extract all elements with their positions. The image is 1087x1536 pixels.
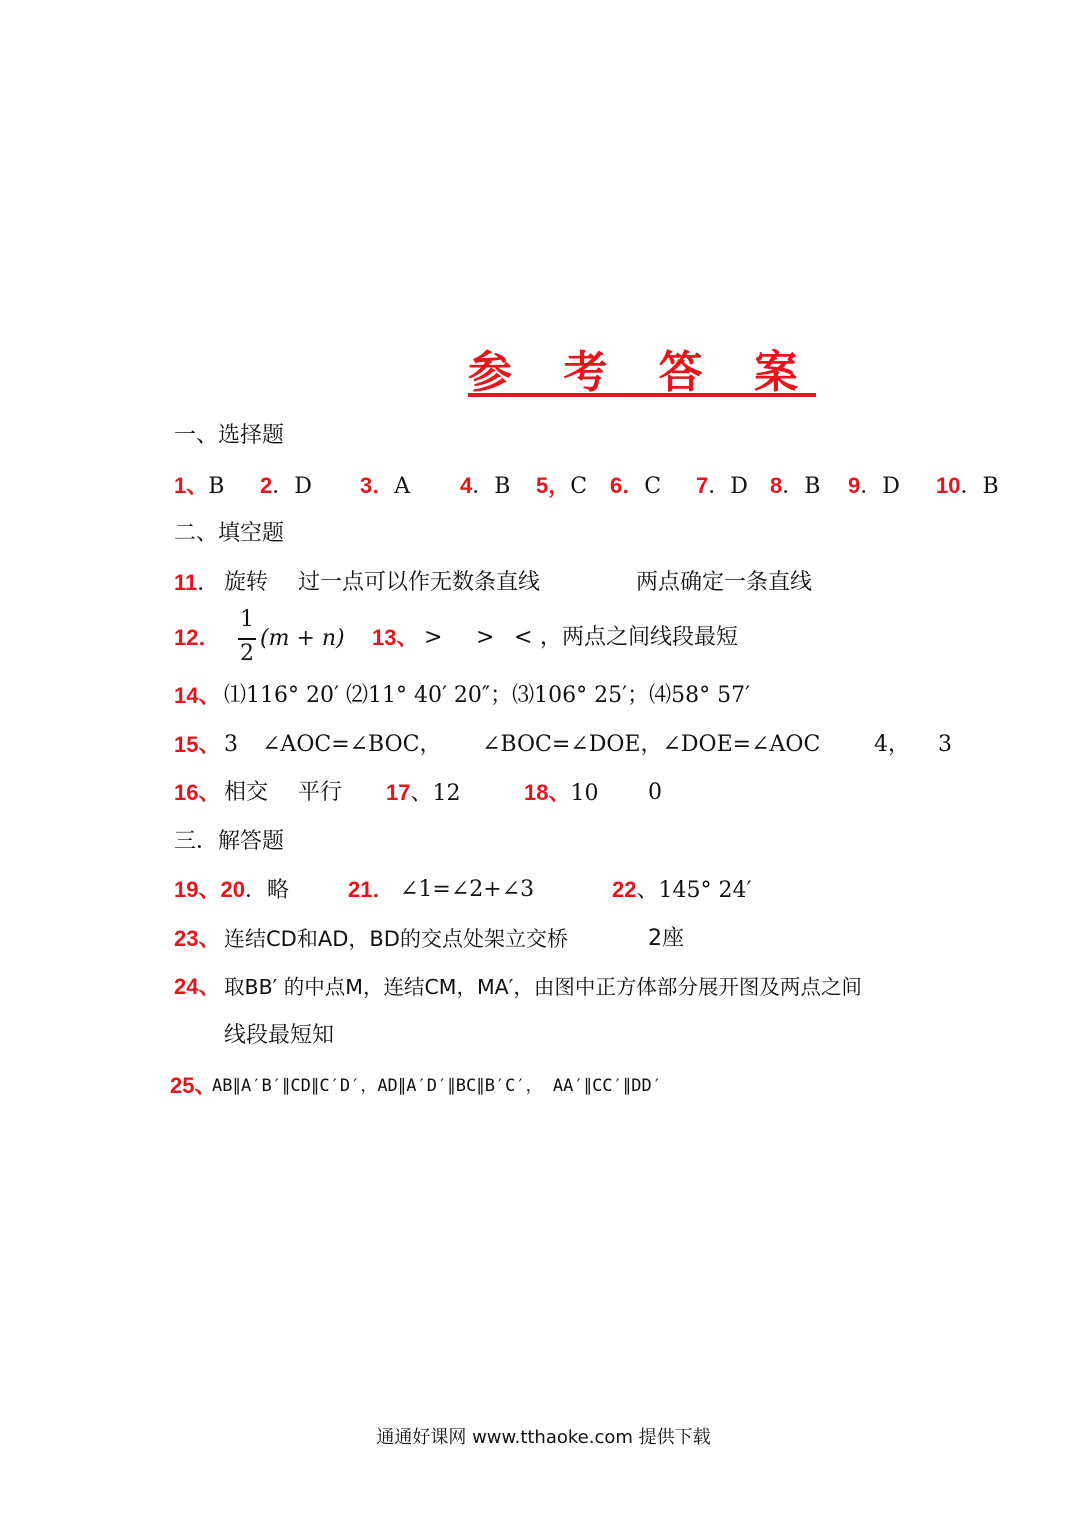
answer-12-13: 12． $\frac{1}{2}$ (m + n) 13、 > > < ，两点之间线段最短 — [174, 622, 814, 654]
choice-item: 6．C — [610, 473, 662, 499]
answer-24: 24、 取BB′ 的中点M，连结CM，MA′，由图中正方体部分展开图及两点之间 — [174, 974, 862, 999]
choice-item: 7．D — [696, 473, 748, 499]
answer-16-18: 16、 相交 平行 17、12 18、10 0 — [174, 780, 662, 806]
choice-item: 4．B — [460, 473, 511, 499]
choice-item: 10．B — [936, 473, 999, 499]
choice-item: 5，C — [536, 473, 588, 499]
choice-item: 8．B — [770, 473, 821, 499]
page-footer: 通通好课网 www.tthaoke.com 提供下载 — [376, 1427, 711, 1448]
answer-25: 25、 AB∥A′B′∥CD∥C′D′，AD∥A′D′∥BC∥B′C′， AA′∥CC′∥DD′ — [170, 1073, 662, 1098]
choice-item: 2．D — [260, 473, 312, 499]
choice-item: 3．A — [360, 473, 411, 499]
answer-11: 11． 旋转 过一点可以作无数条直线 两点确定一条直线 — [174, 570, 813, 596]
section-choice-heading: 一、选择题 — [174, 423, 285, 448]
answer-19-22: 19、20．略 21． ∠1=∠2+∠3 22、145° 24′ — [174, 877, 752, 903]
fraction-one-half: $\frac{1}{2}$ (m + n) — [240, 607, 345, 666]
section-fill-heading: 二、填空题 — [174, 521, 285, 546]
answer-15: 15、 3 ∠AOC=∠BOC， ∠BOC=∠DOE，∠DOE=∠AOC 4， 3 — [174, 732, 952, 757]
choice-item: 1、B — [174, 473, 225, 499]
answer-14: 14、 ⑴116° 20′ ⑵11° 40′ 20″；⑶106° 25′；⑷58° 57′ — [174, 683, 751, 708]
choice-answers-row — [174, 470, 1034, 502]
answer-23: 23、 连结CD和AD，BD的交点处架立交桥 2座 — [174, 926, 684, 951]
answer-24-cont: 线段最短知 — [224, 1023, 335, 1048]
choice-item: 9．D — [848, 473, 900, 499]
section-solve-heading: 三．解答题 — [174, 829, 285, 854]
page-title: 参 考 答 案 — [468, 347, 816, 398]
